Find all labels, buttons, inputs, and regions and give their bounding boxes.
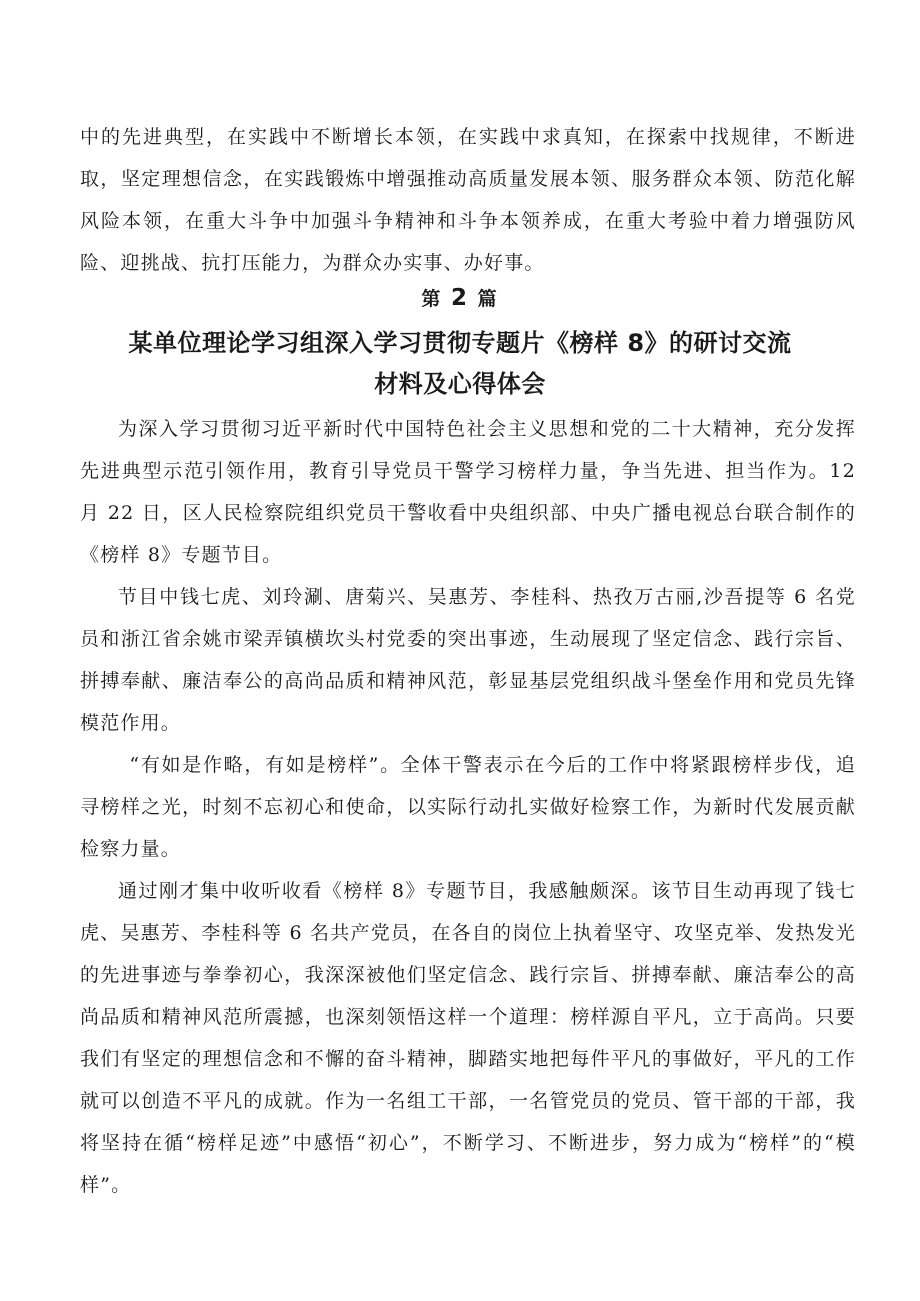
- article-body: [80, 408, 856, 1206]
- body-paragraph-3: “有如是作略，有如是榜样”。全体干警表示在今后的工作中将紧跟榜样步伐，追寻榜样之光，时刻不忘初心和使命，以实际行动扎实做好检察工作，为新时代发展贡献检察力量。: [80, 754, 856, 860]
- chapter-prefix: 第: [421, 288, 443, 310]
- intro-paragraph: 中的先进典型，在实践中不断增长本领，在实践中求真知，在探索中找规律，不断进取，坚定理想信念，在实践锻炼中增强推动高质量发展本领、服务群众本领、防范化解风险本领，在重大斗争中加强斗争精神和斗争本领养成，在重大考验中着力增强防风险、迎挑战、抗打压能力，为群众办实事、办好事。: [80, 126, 856, 274]
- chapter-heading: [0, 283, 920, 314]
- body-paragraph-1: 为深入学习贯彻习近平新时代中国特色社会主义思想和党的二十大精神，充分发挥先进典型示范引领作用，教育引导党员干警学习榜样力量，争当先进、担当作为。12 月 22 日，区人民检察院组织党员干警收看中央组织部、中央广播电视总台联合制作的《榜样 8》专题节目。: [80, 418, 856, 566]
- body-paragraph-4: 通过刚才集中收听收看《榜样 8》专题节目，我感触颇深。该节目生动再现了钱七虎、吴惠芳、李桂科等 6 名共产党员，在各自的岗位上执着坚守、攻坚克举、发热发光的先进事迹与拳拳初心，我深深被他们坚定信念、践行宗旨、拼搏奉献、廉洁奉公的高尚品质和精神风范所震撼，也深刻领悟这样一个道理：榜样源自平凡，立于高尚。只要我们有坚定的理想信念和不懈的奋斗精神，脚踏实地把每件平凡的事做好，平凡的工作就可以创造不平凡的成就。作为一名组工干部，一名管党员的党员、管干部的干部，我将坚持在循“榜样足迹”中感悟“初心”，不断学习、不断进步，努力成为“榜样”的“模样”。: [80, 880, 856, 1196]
- intro-text-block: [80, 116, 856, 284]
- chapter-suffix: 篇: [477, 288, 499, 310]
- body-paragraph-2: 节目中钱七虎、刘玲涮、唐菊兴、吴惠芳、李桂科、热孜万古丽,沙吾提等 6 名党员和浙江省余姚市梁弄镇横坎头村党委的突出事迹，生动展现了坚定信念、践行宗旨、拼搏奉献、廉洁奉公的高尚品质和精神风范，彰显基层党组织战斗堡垒作用和党员先锋模范作用。: [80, 586, 856, 734]
- article-title: 某单位理论学习组深入学习贯彻专题片《榜样 8》的研讨交流材料及心得体会: [128, 329, 792, 398]
- chapter-number: 2: [450, 285, 469, 311]
